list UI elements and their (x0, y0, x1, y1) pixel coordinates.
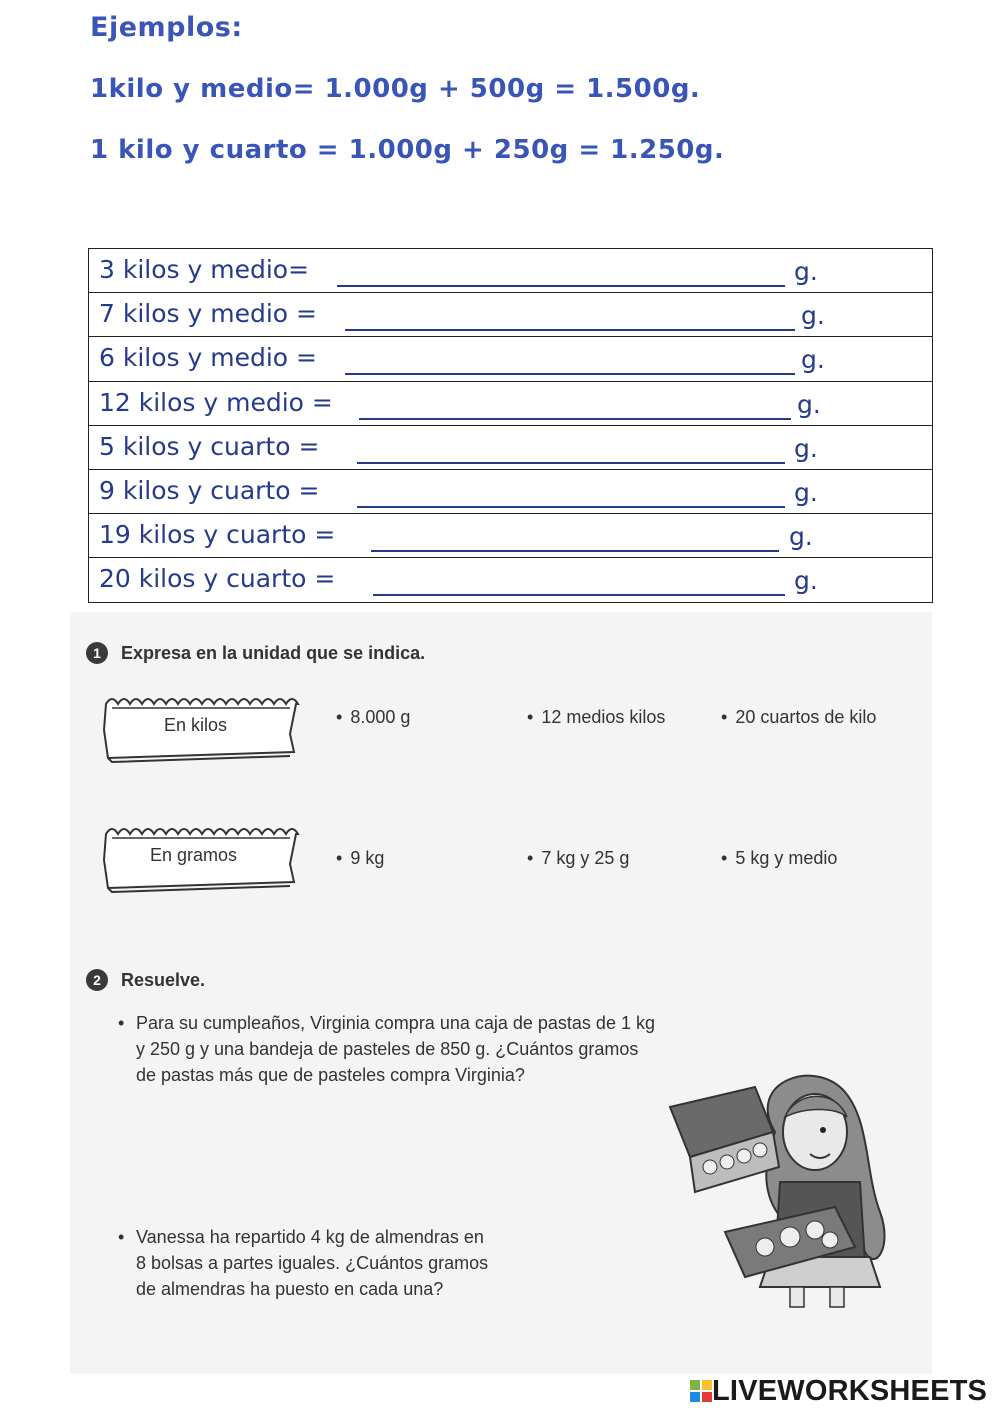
answer-blank[interactable] (345, 373, 795, 375)
tag-label: En kilos (164, 715, 228, 735)
examples-title: Ejemplos: (90, 12, 243, 43)
unit-label: g. (801, 301, 825, 331)
conversion-row (89, 426, 932, 470)
list-item: • 8.000 g (336, 707, 411, 727)
unit-label: g. (801, 345, 825, 375)
list-item: • 9 kg (336, 848, 385, 868)
unit-label: g. (794, 257, 818, 286)
liveworksheets-logo-icon (690, 1380, 712, 1402)
conversion-row (89, 470, 932, 514)
conversion-label: 19 kilos y cuarto = (99, 520, 336, 550)
example-line-2: 1 kilo y cuarto = 1.000g + 250g = 1.250g. (90, 135, 725, 165)
girl-with-pastries-illustration (665, 1062, 905, 1312)
conversion-label: 20 kilos y cuarto = (99, 564, 336, 594)
conversion-label: 5 kilos y cuarto = (99, 431, 320, 461)
answer-blank[interactable] (357, 506, 785, 508)
problem-text: • Para su cumpleaños, Virginia compra una caja de pastas de 1 kg y 250 g y una bandeja de pasteles de 850 g. ¿Cuántos gramos de pastas más que de pasteles compra Virginia? (118, 1013, 655, 1085)
unit-label: g. (789, 522, 813, 552)
conversion-row (89, 293, 932, 337)
conversion-row (89, 249, 932, 293)
conversion-label: 9 kilos y cuarto = (99, 475, 320, 505)
exercise-number-badge: 1 (86, 642, 108, 664)
conversion-row (89, 382, 932, 426)
problem-text: • Vanessa ha repartido 4 kg de almendras en 8 bolsas a partes iguales. ¿Cuántos gramos de almendras ha puesto en cada una? (118, 1227, 489, 1299)
brand-name: LIVEWORKSHEETS (712, 1374, 988, 1407)
unit-label: g. (794, 477, 818, 507)
liveworksheets-logo (690, 1376, 987, 1406)
exercise-title: Expresa en la unidad que se indica. (121, 643, 426, 663)
answer-blank[interactable] (357, 462, 785, 464)
list-item: • 20 cuartos de kilo (721, 707, 877, 727)
conversion-row (89, 337, 932, 381)
conversion-row (89, 558, 932, 602)
unit-label: g. (794, 566, 818, 596)
list-item: • 7 kg y 25 g (527, 848, 630, 868)
answer-blank[interactable] (345, 329, 795, 331)
list-item: • 12 medios kilos (527, 707, 666, 727)
unit-label: g. (794, 433, 818, 463)
conversion-label: 7 kilos y medio = (99, 299, 317, 329)
conversion-table (88, 248, 933, 603)
conversion-row (89, 514, 932, 558)
conversion-label: 12 kilos y medio = (99, 387, 333, 417)
answer-blank[interactable] (371, 550, 779, 552)
example-line-1: 1kilo y medio= 1.000g + 500g = 1.500g. (90, 74, 701, 104)
conversion-label: 3 kilos y medio= (99, 255, 310, 284)
tag-label: En gramos (150, 845, 238, 865)
exercise-title: Resuelve. (121, 970, 206, 990)
answer-blank[interactable] (359, 418, 791, 420)
conversion-label: 6 kilos y medio = (99, 343, 317, 373)
answer-blank[interactable] (373, 594, 785, 596)
exercise-number-badge: 2 (86, 969, 108, 991)
list-item: • 5 kg y medio (721, 848, 838, 868)
answer-blank[interactable] (337, 285, 785, 287)
unit-label: g. (797, 389, 821, 419)
